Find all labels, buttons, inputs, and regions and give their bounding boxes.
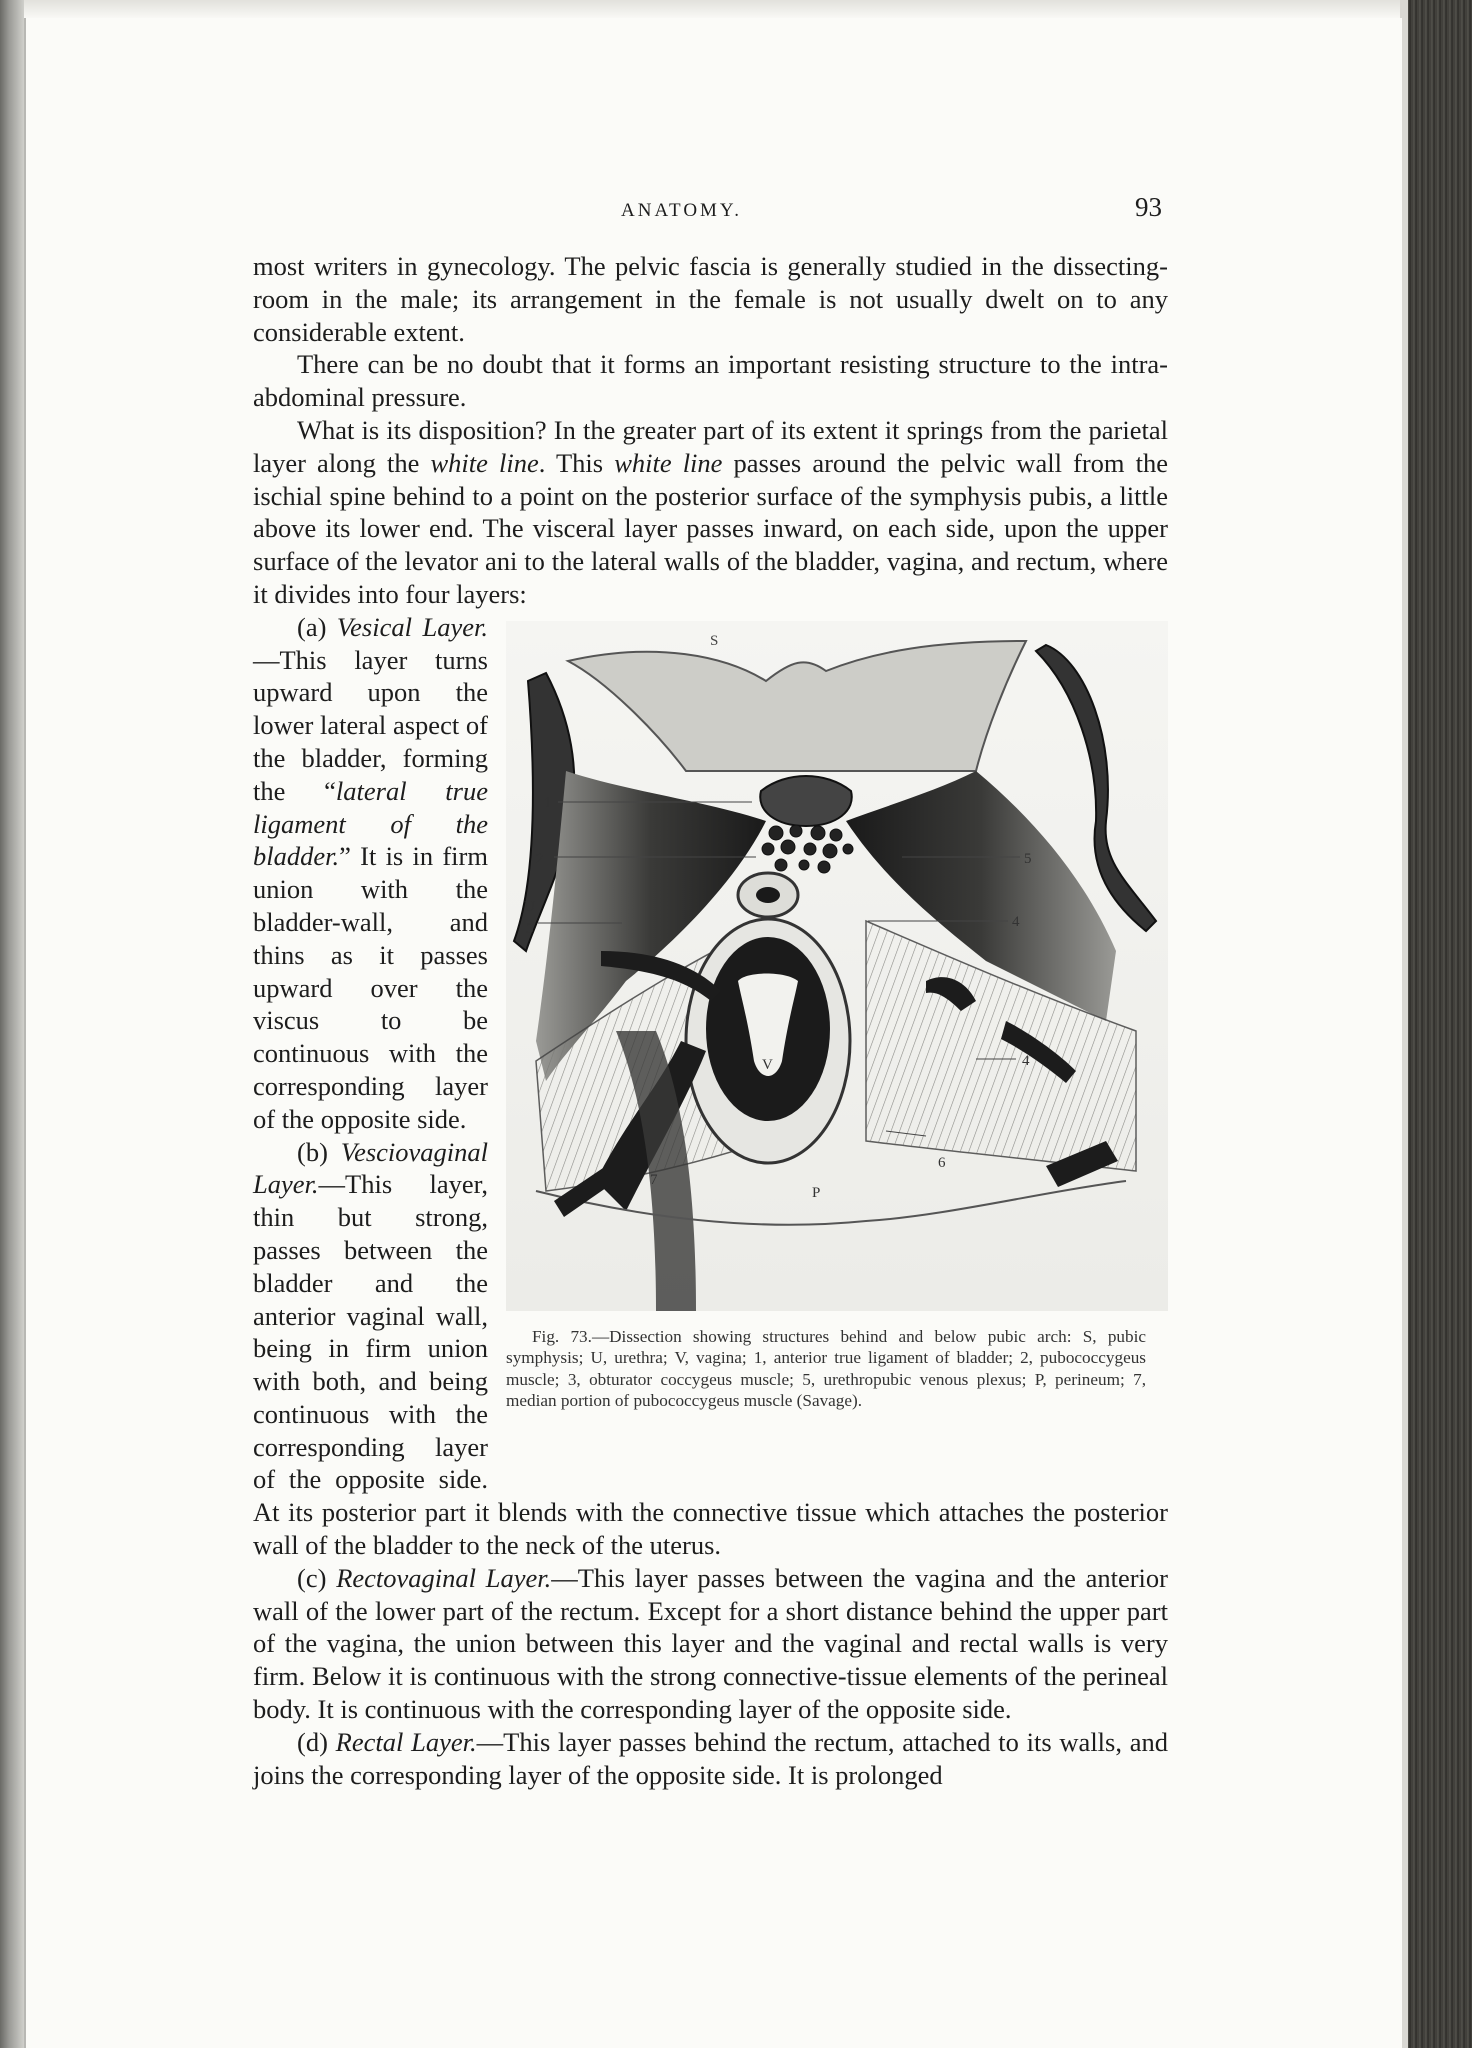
figure-caption: Fig. 73.—Dissection showing structures behind and below pubic arch: S, pubic symphysis; U, urethra; V, vagina; 1, anterior true ligament of bladder; 2, pubococcygeus muscle; 3, obturator coccygeus muscle; 5, urethropubic venous plexus; P, perineum; 7, median portion of pubococcygeus muscle (Savage). xyxy=(506,1326,1146,1411)
label-2: 2 xyxy=(536,850,544,867)
label-4-lower: 4 xyxy=(1022,1052,1030,1069)
running-head xyxy=(253,192,1168,226)
label-6: 6 xyxy=(938,1154,946,1171)
paragraph-3 xyxy=(253,414,1168,611)
page-number: 93 xyxy=(1135,192,1162,222)
white-line-term: white line xyxy=(614,447,723,478)
paragraph-3-text: passes around the pelvic wall from the ischial spine behind to a point on the posterior surface of the symphysis pubis, a little above its lower end. The visceral layer passes inward, on each side, upon the upper surface of the levator ani to the lateral walls of the bladder, vagina, and rectum, where it divides into four layers: xyxy=(253,447,1169,609)
dissection-illustration xyxy=(506,621,1168,1311)
item-label-d: (d) xyxy=(297,1726,336,1757)
white-line-term: white line xyxy=(430,447,539,478)
figure-73 xyxy=(506,621,1168,1470)
label-V: V xyxy=(762,1056,773,1073)
label-7: 7 xyxy=(650,1171,658,1188)
label-4-upper: 4 xyxy=(1012,913,1020,930)
paragraph-1: most writers in gynecology. The pelvic fascia is generally studied in the dissecting-room in the male; its arrangement in the female is not usually dwelt on to any considerable extent. xyxy=(253,251,1168,347)
paragraph-3-text: What is its disposition? In the greater part of its extent it springs from the parietal layer along the xyxy=(253,414,1168,478)
item-label-c: (c) xyxy=(297,1562,337,1593)
dissection-plate xyxy=(506,621,1168,1311)
lateral-true-ligament-term: lateral true ligament of the bladder. xyxy=(253,775,488,872)
vesical-layer-text: ” It is in firm union with the bladder-wall, and thins as it passes upward over the viscus to be continuous with the corresponding layer of the opposite side. xyxy=(253,841,488,1134)
item-label-b: (b) xyxy=(297,1136,341,1167)
running-head-title: ANATOMY. xyxy=(621,200,742,221)
rectal-layer-text: —This layer passes behind the rectum, attached to its walls, and joins the corresponding layer of the opposite side. It is prolonged xyxy=(253,1726,1169,1790)
book-left-edge xyxy=(0,0,26,2048)
heading-rectovaginal-layer: Rectovaginal Layer. xyxy=(336,1562,552,1593)
rectovaginal-layer-text: —This layer passes between the vagina and the anterior wall of the lower part of the rectum. Except for a short distance behind the upper part of the vagina, the union between this layer and the vaginal and rectal walls is very firm. Below it is continuous with the strong connective-tissue elements of the perineal body. It is continuous with the corresponding layer of the opposite side. xyxy=(253,1562,1168,1725)
paragraph-rectal-layer xyxy=(253,1726,1168,1792)
item-label-a: (a) xyxy=(297,611,337,642)
paragraph-3-text: . This xyxy=(538,447,615,478)
vesical-layer-text: —This layer turns upward upon the lower lateral aspect of the bladder, forming the “ xyxy=(253,644,488,806)
book-page-stack xyxy=(1400,0,1472,2048)
label-3: 3 xyxy=(526,920,534,937)
paragraph-2: There can be no doubt that it forms an important resisting structure to the intra-abdominal pressure. xyxy=(253,349,1168,413)
label-5: 5 xyxy=(1024,850,1032,867)
heading-rectal-layer: Rectal Layer. xyxy=(335,1726,477,1757)
paragraph-rectovaginal-layer xyxy=(253,1562,1168,1726)
book-top-edge xyxy=(24,0,1404,20)
vesciovaginal-layer-text: —This layer, thin but strong, passes between the bladder and the anterior vaginal wall, being in firm union with both, and being continuous with the corresponding layer of the opposite side. At its posterior part it blends with the connective tissue which attaches the posterior wall of the bladder to the neck of the uterus. xyxy=(253,1169,1168,1561)
label-S: S xyxy=(710,632,719,649)
body-text xyxy=(253,250,1168,1791)
label-1: 1 xyxy=(544,794,552,811)
label-U: U xyxy=(524,898,535,915)
heading-vesical-layer: Vesical Layer. xyxy=(336,611,488,642)
label-P: P xyxy=(812,1184,821,1201)
heading-vesciovaginal-layer: Vesciovaginal Layer. xyxy=(253,1136,488,1200)
